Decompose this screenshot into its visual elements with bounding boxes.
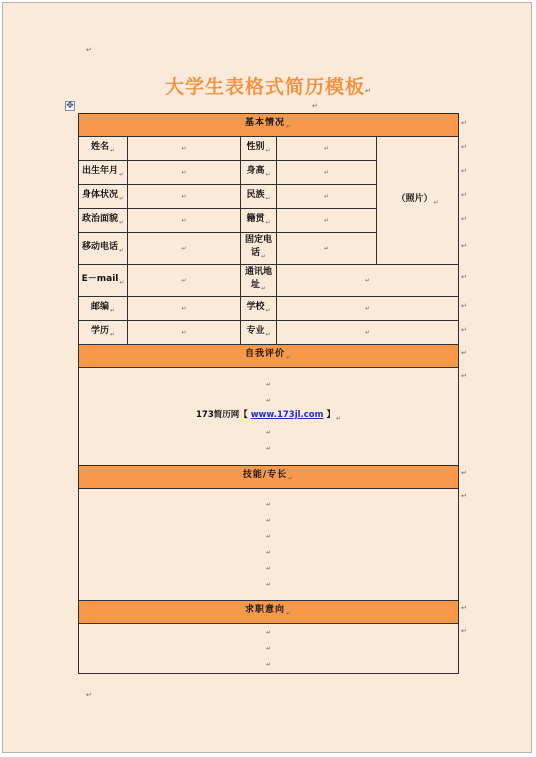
label-origin[interactable]: 籍贯$_↵$ [241, 209, 277, 233]
section-header-basic-info[interactable]: 基本情况$_↵$ [79, 114, 459, 137]
row-end-mark: ↵ [461, 242, 467, 250]
row-end-mark: ↵ [461, 143, 467, 151]
field-ethnicity-value[interactable]: ↵ [277, 185, 377, 209]
field-name-value[interactable]: ↵ [128, 137, 241, 161]
field-school-value[interactable]: ↵ [277, 297, 459, 321]
label-mobile[interactable]: 移动电话$_↵$ [79, 233, 128, 265]
label-gender[interactable]: 性别$_↵$ [241, 137, 277, 161]
row-end-mark: ↵ [461, 302, 467, 310]
paragraph-mark: ↵ [365, 87, 371, 95]
label-zip[interactable]: 邮编$_↵$ [79, 297, 128, 321]
section-header-job-intention[interactable]: 求职意向$_↵$ [79, 601, 459, 624]
job-intention-content[interactable]: ↵ ↵ ↵ [79, 624, 459, 674]
field-origin-value[interactable]: ↵ [277, 209, 377, 233]
label-name[interactable]: 姓名$_↵$ [79, 137, 128, 161]
document-title[interactable] [0, 72, 536, 99]
row-end-mark: ↵ [461, 604, 467, 612]
field-height-value[interactable]: ↵ [277, 161, 377, 185]
label-address[interactable]: 通讯地 址$_↵$ [241, 265, 277, 297]
field-degree-value[interactable]: ↵ [128, 321, 241, 345]
label-birth[interactable]: 出生年月$_↵$ [79, 161, 128, 185]
field-mobile-value[interactable]: ↵ [128, 233, 241, 265]
self-evaluation-text: 173简历网【 www.173jl.com 】$_↵$ [195, 409, 341, 422]
field-landline-value[interactable]: ↵ [277, 233, 377, 265]
field-gender-value[interactable]: ↵ [277, 137, 377, 161]
row-end-mark: ↵ [461, 469, 467, 477]
section-header-self-evaluation[interactable]: 自我评价$_↵$ [79, 345, 459, 368]
label-school[interactable]: 学校$_↵$ [241, 297, 277, 321]
row-end-mark: ↵ [461, 326, 467, 334]
title-text: 大学生表格式简历模板 [165, 76, 366, 98]
row-end-mark: ↵ [461, 167, 467, 175]
row-end-mark: ↵ [461, 215, 467, 223]
row-end-mark: ↵ [461, 119, 467, 127]
paragraph-mark: ↵ [86, 691, 92, 699]
label-politics[interactable]: 政治面貌$_↵$ [79, 209, 128, 233]
field-address-value[interactable]: ↵ [277, 265, 459, 297]
paragraph-mark: ↵ [86, 46, 92, 54]
row-end-mark: ↵ [461, 349, 467, 357]
row-end-mark: ↵ [461, 492, 467, 500]
self-evaluation-content[interactable]: ↵ ↵ 173简历网【 www.173jl.com 】$_↵$ ↵ ↵ [79, 368, 459, 466]
website-link[interactable]: www.173jl.com [250, 409, 324, 420]
label-landline[interactable]: 固定电 话$_↵$ [241, 233, 277, 265]
field-email-value[interactable]: ↵ [128, 265, 241, 297]
resume-table [78, 113, 459, 674]
field-health-value[interactable]: ↵ [128, 185, 241, 209]
label-ethnicity[interactable]: 民族$_↵$ [241, 185, 277, 209]
label-email[interactable]: E－mail$_↵$ [79, 265, 128, 297]
row-end-mark: ↵ [461, 273, 467, 281]
row-end-mark: ↵ [461, 627, 467, 635]
photo-cell[interactable]: （照片）$_↵$ [377, 137, 459, 265]
label-degree[interactable]: 学历$_↵$ [79, 321, 128, 345]
row-end-mark: ↵ [461, 191, 467, 199]
field-politics-value[interactable]: ↵ [128, 209, 241, 233]
label-height[interactable]: 身高$_↵$ [241, 161, 277, 185]
row-end-mark: ↵ [461, 372, 467, 380]
paragraph-mark: ↵ [312, 102, 318, 110]
label-major[interactable]: 专业$_↵$ [241, 321, 277, 345]
skills-content[interactable]: ↵ ↵ ↵ ↵ ↵ ↵ [79, 489, 459, 601]
field-birth-value[interactable]: ↵ [128, 161, 241, 185]
field-zip-value[interactable]: ↵ [128, 297, 241, 321]
section-header-skills[interactable]: 技能/专长$_↵$ [79, 466, 459, 489]
label-health[interactable]: 身体状况$_↵$ [79, 185, 128, 209]
field-major-value[interactable]: ↵ [277, 321, 459, 345]
table-move-handle-icon[interactable]: ✥ [66, 101, 74, 111]
